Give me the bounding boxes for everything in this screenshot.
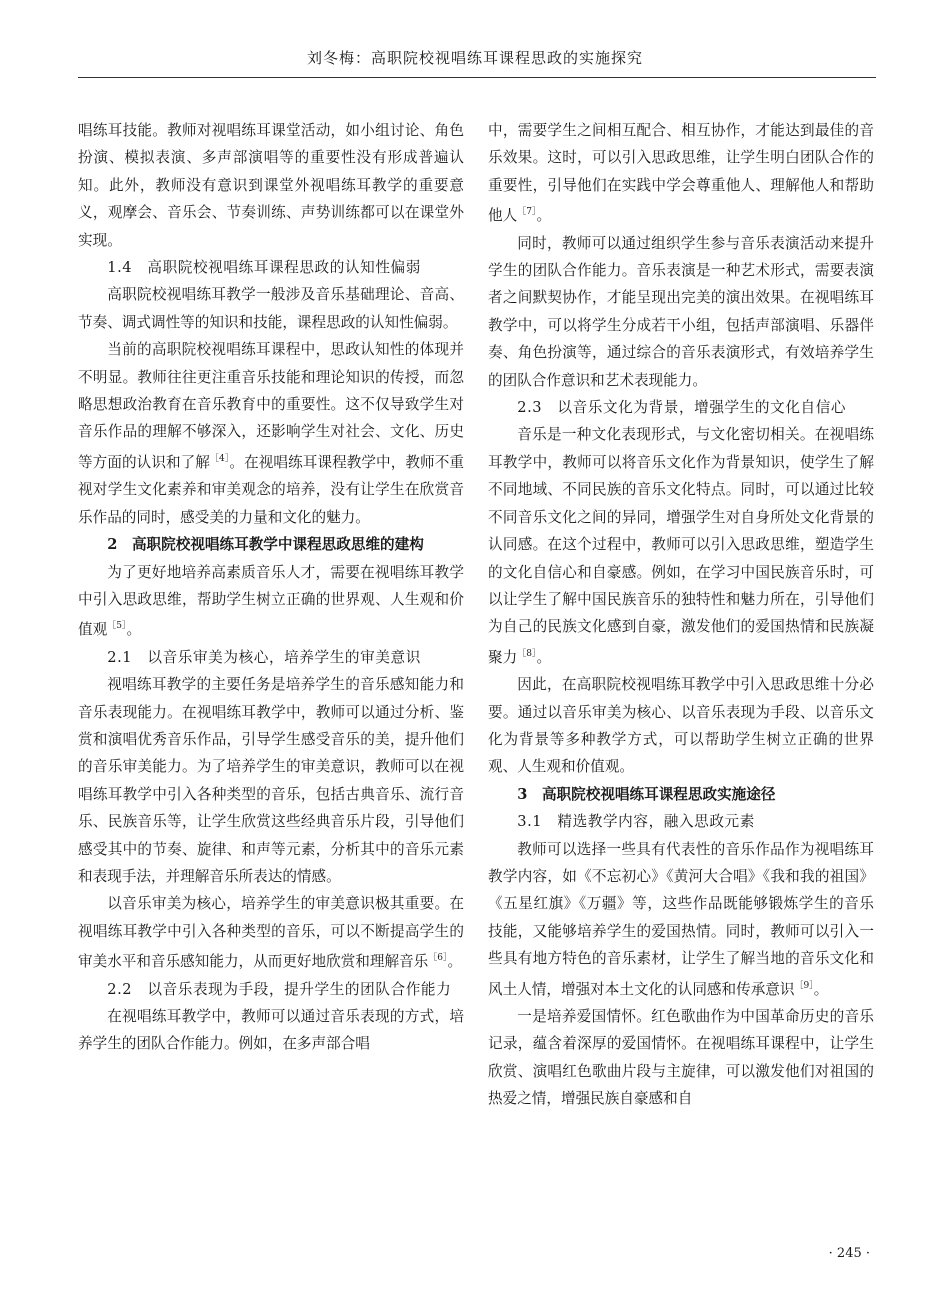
citation-ref: ［4］ (209, 453, 230, 464)
citation-ref: ［5］ (107, 621, 127, 632)
paragraph-text: 。 (447, 953, 463, 971)
body-paragraph (488, 1003, 874, 1113)
paragraph-text: 当前的高职院校视唱练耳课程中，思政认知性的体现并不明显。教师往往更注重音乐技能和理论知识的传授，而忽略思想政治教育在音乐教育中的重要性。这不仅导致学生对音乐作品的理解不够深入，还影响学生对社会、文化、历史等方面的认识和了解 (78, 341, 464, 471)
heading-number: 3.1 (517, 813, 543, 831)
subsection-heading (488, 394, 874, 421)
citation-ref: ［6］ (428, 953, 448, 964)
heading-number: 3 (517, 785, 528, 803)
body-paragraph (488, 117, 874, 230)
body-paragraph (78, 559, 464, 644)
paragraph-text: 在视唱练耳教学中，教师可以通过音乐表现的方式，培养学生的团队合作能力。例如，在多声部合唱 (78, 1008, 464, 1053)
citation-ref: ［7］ (517, 207, 537, 218)
paragraph-text: 以音乐审美为核心，培养学生的审美意识极其重要。在视唱练耳教学中引入各种类型的音乐，可以不断提高学生的审美水平和音乐感知能力，从而更好地欣赏和理解音乐 (78, 895, 464, 971)
heading-number: 2.2 (107, 980, 133, 998)
paragraph-text: 。 (536, 648, 552, 666)
body-paragraph (78, 890, 464, 975)
paragraph-text: 中，需要学生之间相互配合、相互协作，才能达到最佳的音乐效果。这时，可以引入思政思维，让学生明白团队合作的重要性，引导他们在实践中学会尊重他人、理解他人和帮助他人 (488, 122, 874, 225)
page-number: · 245 · (828, 1246, 870, 1261)
body-paragraph (78, 281, 464, 336)
paragraph-text: 视唱练耳教学的主要任务是培养学生的音乐感知能力和音乐表现能力。在视唱练耳教学中，教师可以通过分析、鉴赏和演唱优秀音乐作品，引导学生感受音乐的美，提升他们的音乐审美能力。为了培养学生的审美意识，教师可以在视唱练耳教学中引入各种类型的音乐，包括古典音乐、流行音乐、民族音乐等，让学生欣赏这些经典音乐片段，引导他们感受其中的节奏、旋律、和声等元素，分析其中的音乐元素和表现手法，并理解音乐所表达的情感。 (78, 676, 464, 885)
paragraph-text: 高职院校视唱练耳教学一般涉及音乐基础理论、音高、节奏、调式调性等的知识和技能，课程思政的认知性偏弱。 (78, 286, 464, 331)
paragraph-text: 一是培养爱国情怀。红色歌曲作为中国革命历史的音乐记录，蕴含着深厚的爱国情怀。在视唱练耳课程中，让学生欣赏、演唱红色歌曲片段与主旋律，可以激发他们对祖国的热爱之情，增强民族自豪感和自 (488, 1008, 874, 1108)
paragraph-text: 。 (813, 980, 829, 998)
body-paragraph (488, 230, 874, 394)
right-column (488, 117, 874, 1113)
subsection-heading (488, 808, 874, 835)
subsection-heading (78, 976, 464, 1003)
paragraph-text: 。 (536, 207, 552, 225)
subsection-heading (78, 254, 464, 281)
body-paragraph (488, 421, 874, 671)
heading-number: 2 (107, 536, 118, 554)
citation-ref: ［9］ (794, 980, 814, 991)
heading-text: 高职院校视唱练耳课程思政实施途径 (541, 785, 776, 803)
heading-number: 2.3 (517, 399, 543, 417)
citation-ref: ［8］ (517, 648, 537, 659)
heading-text: 以音乐审美为核心，培养学生的审美意识 (147, 648, 421, 666)
heading-text: 精选教学内容，融入思政元素 (557, 813, 755, 831)
section-heading (78, 531, 464, 558)
paragraph-text: 唱练耳技能。教师对视唱练耳课堂活动，如小组讨论、角色扮演、模拟表演、多声部演唱等的重要性没有形成普遍认知。此外，教师没有意识到课堂外视唱练耳教学的重要意义，观摩会、音乐会、节奏训练、声势训练都可以在课堂外实现。 (78, 122, 464, 249)
running-title: 刘冬梅：高职院校视唱练耳课程思政的实施探究 (306, 49, 643, 67)
paragraph-text: 。在视唱练耳课程教学中，教师不重视对学生文化素养和审美观念的培养，没有让学生在欣赏音乐作品的同时，感受美的力量和文化的魅力。 (78, 453, 464, 526)
heading-number: 1.4 (107, 259, 133, 277)
paragraph-text: 因此，在高职院校视唱练耳教学中引入思政思维十分必要。通过以音乐审美为核心、以音乐表现为手段、以音乐文化为背景等多种教学方式，可以帮助学生树立正确的世界观、人生观和价值观。 (488, 676, 874, 776)
paragraph-text: 教师可以选择一些具有代表性的音乐作品作为视唱练耳教学内容，如《不忘初心》《黄河大合唱》《我和我的祖国》《五星红旗》《万疆》等，这些作品既能够锻炼学生的音乐技能，又能够培养学生的爱国热情。同时，教师可以引入一些具有地方特色的音乐素材，让学生了解当地的音乐文化和风土人情，增强对本土文化的认同感和传承意识 (488, 840, 874, 998)
left-column (78, 117, 464, 1058)
body-paragraph (78, 117, 464, 254)
heading-text: 高职院校视唱练耳教学中课程思政思维的建构 (131, 536, 424, 554)
body-paragraph (78, 671, 464, 890)
section-heading (488, 781, 874, 808)
heading-text: 以音乐表现为手段，提升学生的团队合作能力 (147, 980, 452, 998)
body-paragraph (78, 336, 464, 531)
heading-text: 以音乐文化为背景，增强学生的文化自信心 (557, 399, 847, 417)
paragraph-text: 音乐是一种文化表现形式，与文化密切相关。在视唱练耳教学中，教师可以将音乐文化作为背景知识，使学生了解不同地域、不同民族的音乐文化特点。同时，可以通过比较不同音乐文化之间的异同，增强学生对自身所处文化背景的认同感。在这个过程中，教师可以引入思政思维，塑造学生的文化自信心和自豪感。例如，在学习中国民族音乐时，可以让学生了解中国民族音乐的独特性和魅力所在，引导他们为自己的民族文化感到自豪，激发他们的爱国热情和民族凝聚力 (488, 426, 874, 666)
body-paragraph (488, 671, 874, 781)
paragraph-text: 。 (126, 621, 142, 639)
heading-number: 2.1 (107, 648, 133, 666)
heading-text: 高职院校视唱练耳课程思政的认知性偏弱 (147, 259, 421, 277)
body-paragraph (78, 1003, 464, 1058)
paragraph-text: 同时，教师可以通过组织学生参与音乐表演活动来提升学生的团队合作能力。音乐表演是一种艺术形式，需要表演者之间默契协作，才能呈现出完美的演出效果。在视唱练耳教学中，可以将学生分成若干小组，包括声部演唱、乐器伴奏、角色扮演等，通过综合的音乐表演形式，有效培养学生的团队合作意识和艺术表现能力。 (488, 234, 874, 389)
paragraph-text: 为了更好地培养高素质音乐人才，需要在视唱练耳教学中引入思政思维，帮助学生树立正确的世界观、人生观和价值观 (78, 563, 464, 639)
header-rule (78, 77, 876, 78)
subsection-heading (78, 644, 464, 671)
body-paragraph (488, 836, 874, 1003)
